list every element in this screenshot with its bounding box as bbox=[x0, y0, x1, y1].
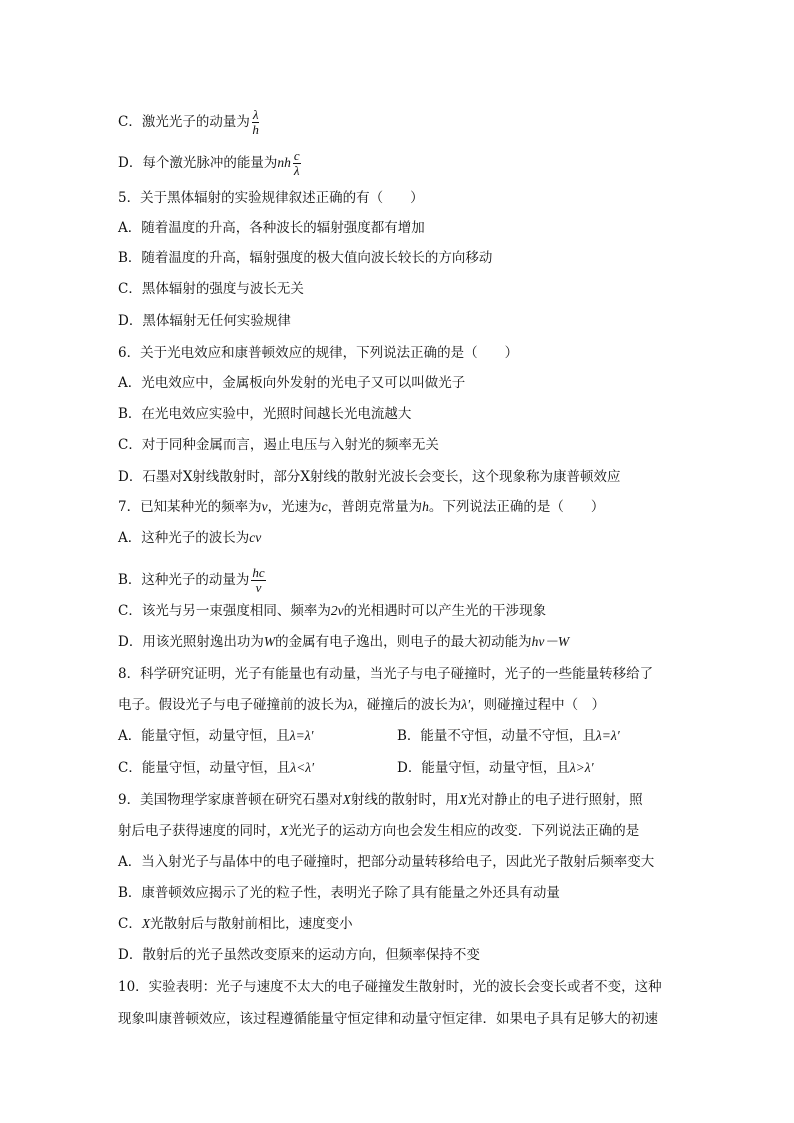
stem-text: 9．美国物理学家康普顿在研究石墨对 bbox=[118, 792, 343, 808]
question-9-stem-line-1 bbox=[118, 791, 643, 809]
question-6-option-a: A．光电效应中，金属板向外发射的光电子又可以叫做光子 bbox=[118, 375, 466, 391]
option-text: D．用该光照射逸出功为 bbox=[118, 634, 264, 650]
math-term: c bbox=[321, 499, 328, 514]
fraction-numerator: λ bbox=[252, 107, 259, 122]
option-text: A．这种光子的波长为 bbox=[118, 530, 250, 546]
fraction-numerator: hc bbox=[252, 565, 265, 580]
math-term: λ bbox=[347, 697, 354, 712]
stem-text: 7．已知某种光的频率为 bbox=[118, 499, 262, 515]
question-10-stem-line-1: 10．实验表明：光子与速度不太大的电子碰撞发生散射时，光的波长会变长或者不变，这种 bbox=[118, 979, 662, 995]
stem-text: 光对静止的电子进行照射，照 bbox=[467, 792, 643, 808]
stem-text: 光光子的运动方向也会发生相应的改变．下列说法正确的是 bbox=[288, 823, 640, 839]
question-6-option-c: C．对于同种金属而言，遏止电压与入射光的频率无关 bbox=[118, 437, 439, 453]
math-term: λ>λ′ bbox=[569, 760, 594, 775]
question-5-option-a: A．随着温度的升高，各种波长的辐射强度都有增加 bbox=[118, 220, 425, 236]
option-text: B．能量不守恒，动量不守恒，且 bbox=[397, 728, 596, 744]
option-text: C．能量守恒，动量守恒，且 bbox=[118, 760, 291, 776]
math-term: ν bbox=[261, 499, 268, 514]
question-8-option-c bbox=[118, 760, 314, 776]
option-text: 的光相遇时可以产生光的干涉现象 bbox=[343, 603, 547, 619]
option-text: B．这种光子的动量为 bbox=[118, 572, 250, 588]
question-5-option-c: C．黑体辐射的强度与波长无关 bbox=[118, 281, 304, 297]
math-term: λ=λ′ bbox=[595, 728, 620, 743]
fraction-numerator: c bbox=[293, 148, 300, 163]
question-8-options-row-1 bbox=[118, 727, 678, 745]
option-text: C．该光与另一束强度相同、频率为 bbox=[118, 603, 331, 619]
math-term: λ<λ′ bbox=[290, 760, 315, 775]
option-text: C．激光光子的动量为 bbox=[118, 114, 250, 130]
fraction bbox=[251, 566, 265, 595]
option-c-prev bbox=[118, 108, 261, 137]
math-term: h bbox=[422, 499, 429, 514]
question-7-stem bbox=[118, 498, 604, 516]
math-term: X bbox=[342, 792, 351, 807]
math-term: λ=λ′ bbox=[289, 728, 314, 743]
question-5-stem: 5．关于黑体辐射的实验规律叙述正确的有（ ） bbox=[118, 190, 424, 206]
question-9-stem-line-2 bbox=[118, 822, 639, 840]
math-term: cν bbox=[249, 530, 262, 545]
fraction bbox=[293, 149, 301, 178]
math-term: λ′ bbox=[461, 697, 471, 712]
stem-text: 射后电子获得速度的同时， bbox=[118, 823, 280, 839]
question-9-option-d: D．散射后的光子虽然改变原来的运动方向，但频率保持不变 bbox=[118, 947, 480, 963]
stem-text: 。下列说法正确的是（ ） bbox=[428, 499, 605, 515]
math-term: X bbox=[280, 823, 289, 838]
option-text: 的金属有电子逸出，则电子的最大初动能为 bbox=[275, 634, 532, 650]
fraction-denominator: λ bbox=[293, 163, 300, 178]
question-9-option-b: B．康普顿效应揭示了光的粒子性，表明光子除了具有能量之外还具有动量 bbox=[118, 885, 560, 901]
option-d-prev bbox=[118, 149, 303, 178]
math-term: nh bbox=[277, 155, 291, 170]
stem-text: ，普朗克常量为 bbox=[327, 499, 423, 515]
question-8-option-a bbox=[118, 728, 314, 744]
question-5-option-d: D．黑体辐射无任何实验规律 bbox=[118, 313, 291, 329]
math-term: X bbox=[141, 916, 151, 931]
option-text: D．每个激光脉冲的能量为 bbox=[118, 155, 278, 171]
question-7-option-a bbox=[118, 529, 261, 547]
question-8-stem-line-2 bbox=[118, 696, 605, 714]
question-7-option-b bbox=[118, 566, 268, 595]
question-9-option-a: A．当入射光子与晶体中的电子碰撞时，把部分动量转移给电子，因此光子散射后频率变大 bbox=[118, 854, 655, 870]
fraction-denominator: ν bbox=[255, 580, 262, 595]
question-7-option-c bbox=[118, 602, 546, 620]
math-term: W bbox=[263, 634, 276, 649]
question-7-option-d bbox=[118, 633, 569, 651]
question-8-option-d bbox=[397, 759, 594, 777]
option-text: C． bbox=[118, 916, 142, 932]
question-8-option-b bbox=[397, 727, 620, 745]
question-6-option-b: B．在光电效应实验中，光照时间越长光电流越大 bbox=[118, 406, 412, 422]
math-term: X bbox=[458, 792, 468, 807]
option-text: D．能量守恒，动量守恒，且 bbox=[397, 760, 570, 776]
stem-text: 射线的散射时，用 bbox=[350, 792, 459, 808]
stem-text: ，碰撞后的波长为 bbox=[353, 697, 462, 713]
question-6-stem: 6．关于光电效应和康普顿效应的规律，下列说法正确的是（ ） bbox=[118, 345, 519, 361]
question-9-option-c bbox=[118, 915, 353, 933]
option-text: 光散射后与散射前相比，速度变小 bbox=[150, 916, 353, 932]
fraction-denominator: h bbox=[252, 122, 259, 137]
question-8-stem-line-1: 8．科学研究证明，光子有能量也有动量，当光子与电子碰撞时，光子的一些能量转移给了 bbox=[118, 666, 654, 682]
question-8-options-row-2 bbox=[118, 759, 678, 777]
question-10-stem-line-2: 现象叫康普顿效应，该过程遵循能量守恒定律和动量守恒定律．如果电子具有足够大的初速 bbox=[118, 1011, 658, 1027]
question-5-option-b: B．随着温度的升高，辐射强度的极大值向波长较长的方向移动 bbox=[118, 250, 493, 266]
question-6-option-d: D．石墨对X射线散射时，部分X射线的散射光波长会变长，这个现象称为康普顿效应 bbox=[118, 469, 621, 485]
stem-text: ，光速为 bbox=[267, 499, 322, 515]
option-text: A．能量守恒，动量守恒，且 bbox=[118, 728, 290, 744]
stem-text: ，则碰撞过程中（ ） bbox=[470, 697, 606, 713]
stem-text: 电子。假设光子与电子碰撞前的波长为 bbox=[118, 697, 348, 713]
math-term: 2ν bbox=[330, 603, 344, 618]
fraction bbox=[252, 108, 260, 137]
math-term: hν－W bbox=[531, 634, 570, 649]
